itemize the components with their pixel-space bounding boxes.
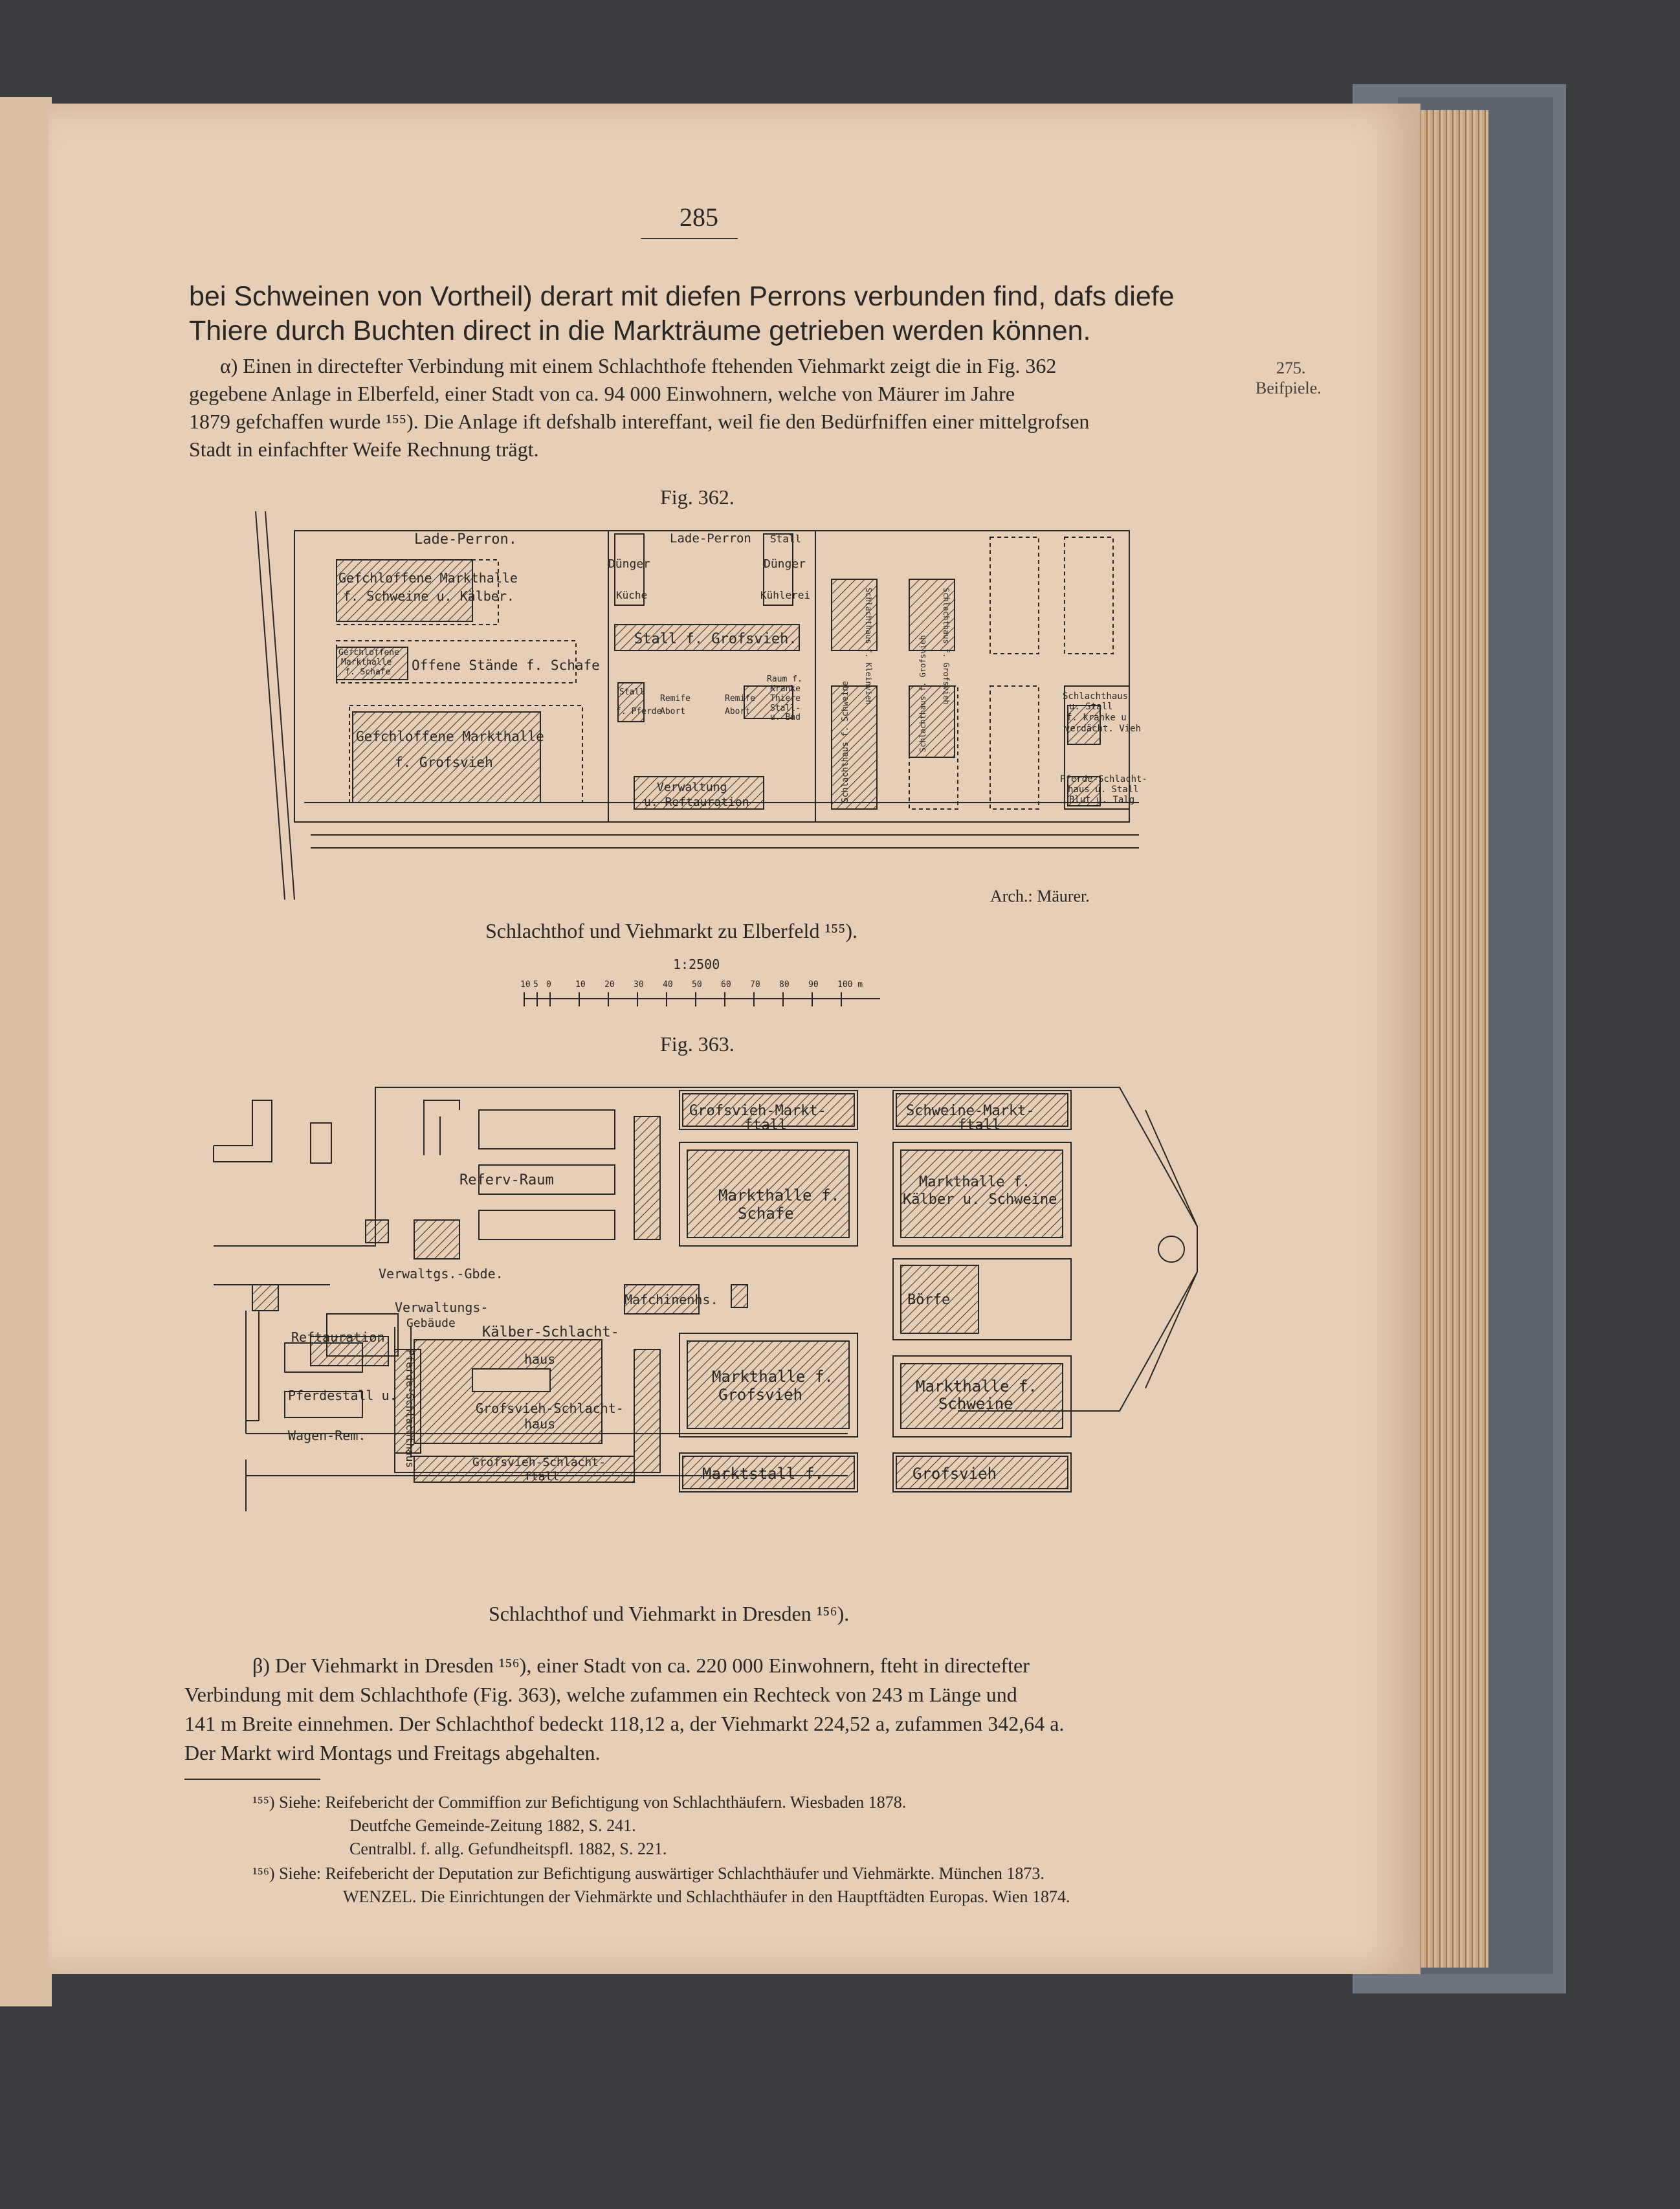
fig362-schlachthaus-4: verdächt. Vieh [1065,724,1142,734]
fig362-label: Fig. 362. [660,485,735,509]
fig363-verwaltgs-gbde: Verwaltgs.-Gbde. [379,1266,503,1282]
scale-tick-label: 10 [520,980,531,990]
fig362-verwaltung-1: Verwaltung [657,781,727,794]
fig363-grossvieh: Grofsvieh [912,1465,997,1483]
fig362-raum-5: u. Bad [770,713,801,722]
fig363-markthalle-kaelber-2: Kälber u. Schweine [903,1192,1057,1208]
fig362-offene-staende: Offene Stände f. Schafe [412,658,600,673]
fig362-vert-schlachthaus-kleinvieh: Schlachthaus f. Kleinvieh [864,588,873,705]
left-page-edge [0,97,52,2006]
fig363-markthalle-schweine-1: Markthalle f. [916,1377,1037,1395]
scale-tick-label: 50 [692,980,702,990]
fig363-pferde-schlachthaus: Pferde-Schlachthaus [404,1349,416,1469]
fig363-markthalle-grossvieh-2: Grofsvieh [718,1386,803,1404]
scale-tick-label: 80 [779,980,790,990]
fig362-scale-bar [518,955,893,1013]
fig362-vert-schlachthaus-grossvieh2: Schlachthaus f. Grofsvieh [918,635,927,752]
fig363-schweine-marktstall-1: Schweine-Markt- [906,1103,1035,1119]
fig362-schlachthaus-3: f. kranke u. [1067,713,1133,723]
fig363-markthalle-schafe-2: Schafe [738,1204,794,1223]
scale-tick-label: 40 [663,980,673,990]
fig363-grossvieh-schlacht-2: haus [524,1416,556,1432]
para-beta-line-4: Der Markt wird Montags und Freitags abgehalten. [184,1741,601,1764]
fig362-lade-perron-mid: Lade-Perron [670,531,751,546]
fig362-raum-3: Thiere [770,694,801,704]
fig363-verwaltungs-gebaeude-1: Verwaltungs- [395,1300,489,1315]
footnote-155-line-3: Centralbl. f. allg. Gefundheitspfl. 1882, S. 221. [349,1839,667,1858]
fig363-caption: Schlachthof und Viehmarkt in Dresden ¹⁵⁶). [489,1602,850,1625]
scale-tick-label: 5 [533,980,538,990]
fig362-markthalle-schweine-2: f. Schweine u. Kälber. [343,588,514,604]
fig363-pferdestall: Pferdestall u. [288,1388,397,1403]
fig362-raum-4: Stall- [770,704,801,713]
fig363-grossvieh-schlachtstall-1: Grofsvieh-Schlacht- [472,1456,606,1469]
fig362-dunger-1: Dünger [608,557,651,571]
fig362-stall: Stall [770,533,802,545]
scale-tick-label: 0 [546,980,551,990]
para-alpha-line-1: α) Einen in directefter Verbindung mit einem Schlachthofe ftehenden Viehmarkt zeigt die in Fig. 362 [220,354,1057,377]
fig362-kuche: Küche [616,589,648,601]
fig362-markthalle-schafe-1: Gefchloffene [338,648,399,658]
footnote-155-line-2: Deutfche Gemeinde-Zeitung 1882, S. 241. [349,1816,636,1835]
fig362-raum-2: Kranke [770,684,801,694]
fig363-marktstall-f: Marktstall f. [702,1465,824,1483]
fig363-grossvieh-schlacht-1: Grofsvieh-Schlacht- [476,1401,624,1416]
footnote-rule [184,1779,320,1780]
fig363-kaelber-schlacht-1: Kälber-Schlacht- [482,1324,619,1340]
footnote-156: ¹⁵⁶) Siehe: Reifebericht der Deputation zur Befichtigung auswärtiger Schlachthäufer und Viehmärkte. München 1873. [252,1864,1044,1883]
fig362-dunger-2: Dünger [764,557,806,571]
fig363-maschinenhs: Mafchinenhs. [624,1292,718,1307]
fig362-remise2-2: Abort [725,707,751,716]
fig362-plan [246,511,1152,913]
fig362-lade-perron-left: Lade-Perron. [414,531,517,548]
page-number: 285 [680,203,718,232]
para-beta-line-3: 141 m Breite einnehmen. Der Schlachthof bedeckt 118,12 a, der Viehmarkt 224,52 a, zufammen 342,64 a. [184,1712,1065,1735]
scale-tick-label: 10 [575,980,586,990]
scale-tick-label: 20 [604,980,615,990]
fig362-scale-label: 1:2500 [673,957,720,972]
fig363-schweine-marktstall-2: ftall [958,1117,1001,1133]
fig362-pferde-1: Pferde-Schlacht- [1060,774,1147,784]
fig363-markthalle-schafe-1: Markthalle f. [718,1186,840,1204]
fig363-markthalle-grossvieh-1: Markthalle f. [712,1368,834,1386]
scale-tick-label: 70 [750,980,760,990]
fig362-remise2-1: Remife [725,694,755,704]
para-alpha-line-2: gegebene Anlage in Elberfeld, einer Stadt von ca. 94 000 Einwohnern, welche von Mäurer im Jahre [189,382,1015,405]
fig363-reserv-raum: Referv-Raum [459,1172,554,1188]
fig362-markthalle-schafe-2: Markthalle [341,658,392,667]
fig363-label: Fig. 363. [660,1032,735,1056]
fig363-verwaltungs-gebaeude-2: Gebäude [406,1316,456,1330]
page-edges [1417,110,1488,1968]
fig362-vert-schlachthaus-grossvieh: Schlachthaus f. Grofsvieh [942,588,951,705]
fig363-grossvieh-marktstall-2: ftall [744,1117,788,1133]
fig362-verwaltung-2: u. Reftauration [644,795,749,809]
footnote-156-line-2: WENZEL. Die Einrichtungen der Viehmärkte und Schlachthäufer in den Hauptftädten Europas. Wien 1874. [343,1887,1070,1906]
fig362-caption: Schlachthof und Viehmarkt zu Elberfeld ¹⁵⁵). [485,919,857,942]
para-beta-line-1: β) Der Viehmarkt in Dresden ¹⁵⁶), einer Stadt von ca. 220 000 Einwohnern, fteht in directefter [252,1654,1030,1677]
para-beta-line-2: Verbindung mit dem Schlachthofe (Fig. 363), welche zufammen ein Rechteck von 243 m Länge und [184,1683,1017,1706]
fig362-vert-schlachthaus-schweine: Schlachthaus f. Schweine [841,681,850,803]
fig363-grossvieh-schlachtstall-2: ftall [524,1470,560,1483]
margin-note-number: 275. [1276,359,1306,377]
page-number-rule [641,238,738,239]
fig363-boerse: Börfe [907,1292,951,1308]
fig362-markthalle-grossvieh-1: Gefchloffene Markthalle [356,729,544,744]
fig362-remise-1: Remife [660,694,691,704]
fig362-credit: Arch.: Mäurer. [990,887,1090,905]
scale-tick-label: 90 [808,980,819,990]
footnote-155: ¹⁵⁵) Siehe: Reifebericht der Commiffion zur Befichtigung von Schlachthäufern. Wiesbaden 1878. [252,1793,907,1812]
fig363-wagen-rem: Wagen-Rem. [288,1428,366,1443]
fig363-grossvieh-marktstall-1: Grofsvieh-Markt- [689,1103,826,1119]
margin-note-label: Beifpiele. [1255,379,1321,397]
fig362-pferde-2: haus u. Stall [1068,784,1139,795]
fig362-remise-2: Abort [660,707,686,716]
fig363-restauration: Reftauration [291,1329,385,1345]
headline-line-2: Thiere durch Buchten direct in die Markträume getrieben werden können. [189,315,1091,346]
fig362-stall-pferde-1: Stall [619,687,645,697]
headline-line-1: bei Schweinen von Vortheil) derart mit diefen Perrons verbunden find, dafs diefe [189,281,1175,312]
fig362-markthalle-grossvieh-2: f. Grofsvieh [395,755,493,770]
fig363-plan [201,1071,1210,1589]
fig362-raum-1: Raum f. [767,674,802,684]
fig362-markthalle-schafe-3: f. Schafe [345,667,391,677]
scale-tick-label: 100 m [837,980,863,990]
fig363-markthalle-kaelber-1: Markthalle f. [919,1174,1031,1190]
scale-tick-label: 30 [634,980,644,990]
para-alpha-line-3: 1879 gefchaffen wurde ¹⁵⁵). Die Anlage ift defshalb intereffant, weil fie den Bedürfniffen einer mittelgrofsen [189,410,1090,433]
para-alpha-line-4: Stadt in einfachfter Weife Rechnung trägt. [189,438,539,461]
fig363-markthalle-schweine-2: Schweine [938,1395,1013,1413]
fig362-schlachthaus-2: u. Stall [1069,702,1113,712]
scale-tick-label: 60 [721,980,731,990]
fig362-stall-pferde-2: f. Pferde [616,707,662,716]
fig362-markthalle-schweine-1: Gefchloffene Markthalle [338,570,518,586]
fig363-kaelber-schlacht-2: haus [524,1351,556,1367]
fig362-pferde-3: Blut u. Talg [1069,795,1135,805]
fig362-schlachthaus-1: Schlachthaus [1063,691,1129,702]
fig362-kuhlerei: Kühlerei [760,589,811,601]
fig362-stall-grossvieh: Stall f. Grofsvieh. [634,631,797,647]
